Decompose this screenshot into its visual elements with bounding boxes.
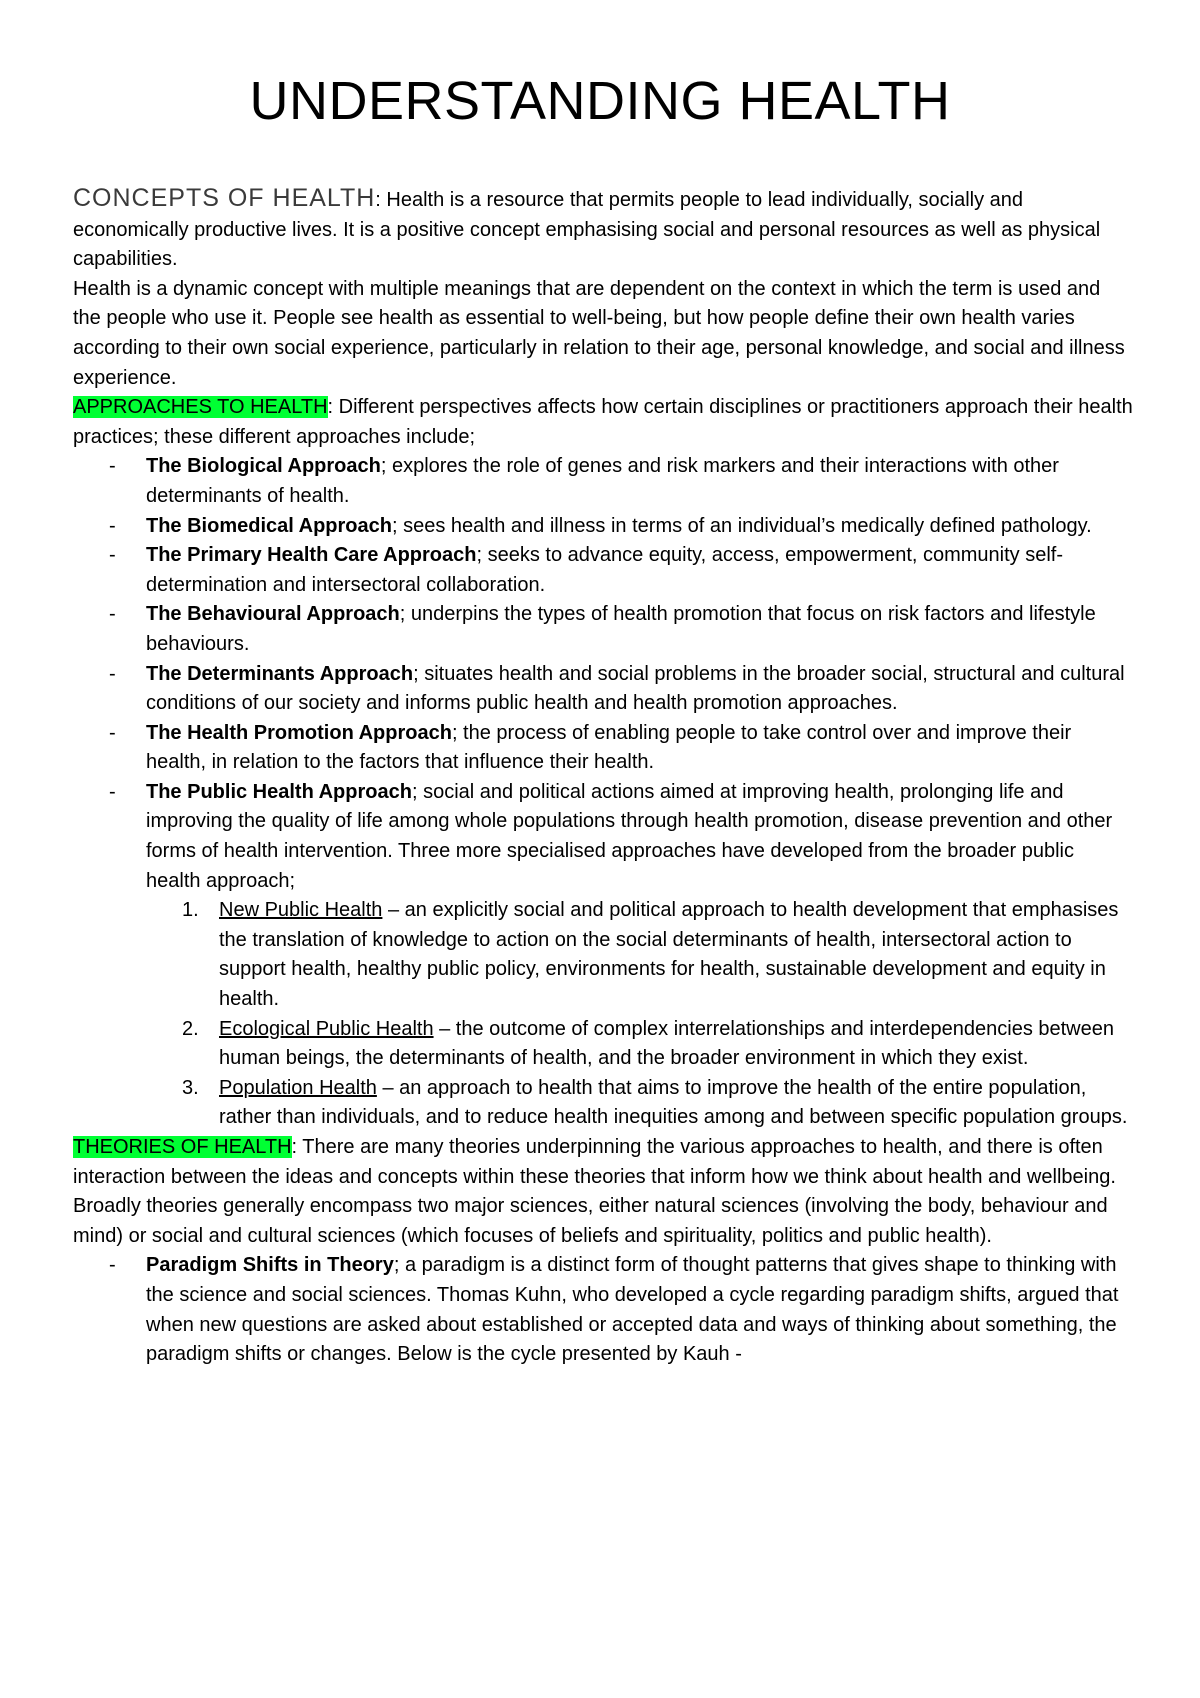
- theories-list: [73, 1251, 1133, 1369]
- list-item: [146, 1015, 1133, 1074]
- approach-text: ; situates health and social problems in the broader social, structural and cultural conditions of our society and informs public health and health promotion approaches.: [146, 662, 1125, 715]
- approach-text: ; underpins the types of health promotion that focus on risk factors and lifestyle behaviours.: [146, 603, 1096, 655]
- bullet-marker: -: [109, 603, 116, 626]
- list-item: [73, 1251, 1133, 1369]
- approach-term: The Health Promotion Approach: [146, 721, 452, 744]
- theories-intro: : There are many theories underpinning the various approaches to health, and there is often interaction between the ideas and concepts within these theories that inform how we think about health and wellbeing. Broadly theories generally encompass two major sciences, either natural sciences (involving the body, behaviour and mind) or social and cultural sciences (which focuses of beliefs and spirituality, politics and public health).: [73, 1136, 1116, 1247]
- list-item: [146, 1074, 1133, 1133]
- approach-term: The Determinants Approach: [146, 662, 414, 685]
- approach-text: ; explores the role of genes and risk markers and their interactions with other determinants of health.: [146, 455, 1059, 507]
- subapproach-term: Population Health: [219, 1076, 377, 1099]
- bullet-marker: -: [109, 780, 116, 803]
- approach-term: The Biomedical Approach: [146, 514, 392, 537]
- list-item: [73, 778, 1133, 1133]
- concepts-text: : Health is a resource that permits people to lead individually, socially and economically productive lives. It is a positive concept emphasising social and personal resources as well as physical capabilities.: [73, 189, 1101, 271]
- bullet-marker: -: [109, 662, 116, 685]
- number-marker: 2.: [182, 1017, 199, 1040]
- approach-text: ; sees health and illness in terms of an individual’s medically defined pathology.: [391, 514, 1092, 537]
- list-item: [73, 660, 1133, 719]
- approach-term: The Behavioural Approach: [146, 603, 400, 626]
- bullet-marker: -: [109, 544, 116, 567]
- list-item: [73, 541, 1133, 600]
- approaches-list: [73, 452, 1133, 1133]
- bullet-marker: -: [109, 1254, 116, 1277]
- approach-text: ; seeks to advance equity, access, empowerment, community self-determination and intersectoral collaboration.: [146, 544, 1064, 596]
- bullet-marker: -: [109, 721, 116, 744]
- approaches-intro: : Different perspectives affects how certain disciplines or practitioners approach their health practices; these different approaches include;: [73, 396, 1133, 448]
- list-item: [146, 896, 1133, 1014]
- approach-term: The Biological Approach: [146, 455, 381, 478]
- list-item: [73, 600, 1133, 659]
- theory-text: ; a paradigm is a distinct form of thought patterns that gives shape to thinking with the science and social sciences. Thomas Kuhn, who developed a cycle regarding paradigm shifts, argued that when new questions are asked about established or accepted data and ways of thinking about something, the paradigm shifts or changes. Below is the cycle presented by Kauh -: [146, 1254, 1119, 1366]
- bullet-marker: -: [109, 514, 116, 537]
- theories-heading: THEORIES OF HEALTH: [73, 1136, 292, 1158]
- document-body: [73, 184, 1133, 1370]
- concepts-paragraph-2: Health is a dynamic concept with multiple meanings that are dependent on the context in which the term is used and the people who use it. People see health as essential to well-being, but how people define their own health varies according to their own social experience, particularly in relation to their age, personal knowledge, and social and illness experience.: [73, 277, 1125, 389]
- approaches-paragraph: [73, 393, 1133, 452]
- approach-term: The Public Health Approach: [146, 780, 412, 803]
- concepts-heading: CONCEPTS OF HEALTH: [73, 184, 376, 212]
- subapproach-text: – the outcome of complex interrelationships and interdependencies between human beings, the determinants of health, and the broader environment in which they exist.: [219, 1017, 1114, 1070]
- concepts-paragraph: [73, 184, 1133, 275]
- subapproach-term: Ecological Public Health: [219, 1017, 434, 1040]
- list-item: [73, 512, 1133, 542]
- approach-text: ; social and political actions aimed at improving health, prolonging life and improving the quality of life among whole populations through health promotion, disease prevention and other forms of health intervention. Three more specialised approaches have developed from the broader public health approach;: [146, 780, 1113, 892]
- subapproach-text: – an explicitly social and political approach to health development that emphasises the translation of knowledge to action on the social determinants of health, intersectoral action to support health, healthy public policy, environments for health, sustainable development and equity in health.: [219, 899, 1119, 1011]
- page-title: UNDERSTANDING HEALTH: [249, 71, 951, 131]
- bullet-marker: -: [109, 455, 116, 478]
- theory-term: Paradigm Shifts in Theory: [146, 1254, 394, 1277]
- approaches-heading: APPROACHES TO HEALTH: [73, 396, 328, 419]
- approach-term: The Primary Health Care Approach: [146, 544, 477, 567]
- list-item: [73, 719, 1133, 778]
- approach-text: ; the process of enabling people to take control over and improve their health, in relation to the factors that influence their health.: [146, 721, 1072, 774]
- subapproach-term: New Public Health: [219, 899, 383, 922]
- subapproach-text: – an approach to health that aims to improve the health of the entire population, rather than individuals, and to reduce health inequities among and between specific population groups.: [219, 1076, 1128, 1129]
- theories-paragraph: [73, 1133, 1133, 1251]
- number-marker: 3.: [182, 1076, 199, 1099]
- number-marker: 1.: [182, 899, 199, 922]
- public-health-sublist: [146, 896, 1133, 1133]
- list-item: [73, 452, 1133, 511]
